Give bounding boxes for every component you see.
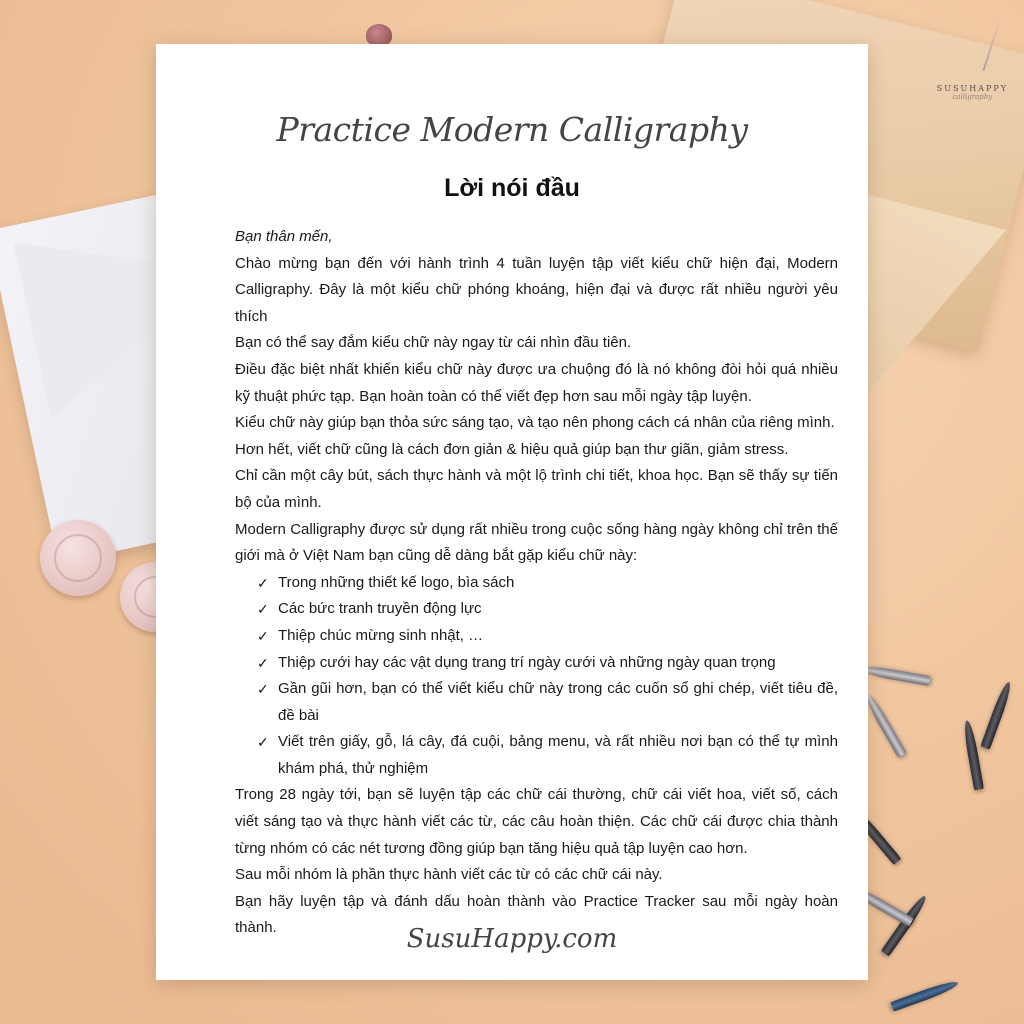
checklist-item: [257, 650, 838, 677]
checklist-item-text: Trong những thiết kế logo, bìa sách: [278, 573, 515, 591]
brand-tagline: calligraphy: [952, 93, 993, 101]
header-script-title: Practice Modern Calligraphy: [276, 110, 748, 149]
wax-seal-emblem: [54, 534, 102, 582]
checklist: [235, 570, 838, 783]
brand-name: SUSUHAPPY: [936, 84, 1008, 93]
checklist-item: [257, 676, 838, 729]
check-icon: ✓: [257, 601, 269, 618]
wax-seal: [40, 520, 116, 596]
document-page: [156, 44, 868, 980]
footer-website: SusuHappy.com: [406, 924, 618, 954]
paragraph: Chỉ cần một cây bút, sách thực hành và một lộ trình chi tiết, khoa học. Bạn sẽ thấy sự tiến bộ của mình.: [235, 467, 838, 511]
paragraph: Trong 28 ngày tới, bạn sẽ luyện tập các chữ cái thường, chữ cái viết hoa, viết số, cách viết sáng tạo và thực hành viết các từ, các câu hoàn thiện. Các chữ cái được chia thành từng nhóm có các nét tương đồng giúp bạn tăng hiệu quả tập luyện cao hơn.: [235, 786, 838, 857]
check-icon: ✓: [257, 627, 269, 644]
checklist-item-text: Các bức tranh truyền động lực: [278, 600, 482, 618]
check-icon: ✓: [257, 574, 269, 591]
checklist-item: [257, 623, 838, 650]
paragraph: Bạn hãy luyện tập và đánh dấu hoàn thành vào Practice Tracker sau mỗi ngày hoàn thành.: [235, 892, 838, 937]
paragraph: Modern Calligraphy được sử dụng rất nhiều trong cuộc sống hàng ngày không chỉ trên thế giới mà ở Việt Nam bạn cũng dễ dàng bắt gặp kiểu chữ này:: [235, 520, 838, 565]
paragraph: Kiểu chữ này giúp bạn thỏa sức sáng tạo, và tạo nên phong cách cá nhân của riêng mình.: [235, 414, 835, 432]
paragraph: Sau mỗi nhóm là phần thực hành viết các từ có các chữ cái này.: [235, 866, 663, 884]
checklist-item: [257, 596, 838, 623]
paragraph: Hơn hết, viết chữ cũng là cách đơn giản & hiệu quả giúp bạn thư giãn, giảm stress.: [235, 440, 789, 458]
document-body: [235, 224, 838, 942]
checklist-item-text: Thiệp cưới hay các vật dụng trang trí ngày cưới và những ngày quan trọng: [278, 653, 776, 671]
check-icon: ✓: [257, 681, 269, 698]
paragraph: Điều đặc biệt nhất khiến kiểu chữ này được ưa chuộng đó là nó không đòi hỏi quá nhiều kỹ thuật phức tạp. Bạn hoàn toàn có thể viết đẹp hơn sau mỗi ngày tập luyện.: [235, 360, 838, 405]
checklist-item-text: Thiệp chúc mừng sinh nhật, …: [278, 626, 484, 644]
page-title: Lời nói đầu: [444, 174, 580, 202]
dried-rose: [366, 24, 392, 46]
checklist-item: [257, 729, 838, 782]
check-icon: ✓: [257, 734, 269, 751]
checklist-item-text: Gần gũi hơn, bạn có thể viết kiểu chữ này trong các cuốn sổ ghi chép, viết tiêu đề, đề bài: [278, 680, 838, 724]
greeting: Bạn thân mến,: [235, 228, 333, 245]
checklist-item-text: Viết trên giấy, gỗ, lá cây, đá cuội, bảng menu, và rất nhiều nơi bạn có thể tự mình khám phá, thử nghiệm: [278, 733, 838, 777]
paragraph: Chào mừng bạn đến với hành trình 4 tuần luyện tập viết kiểu chữ hiện đại, Modern Calligraphy. Đây là một kiểu chữ phóng khoáng, hiện đại và được rất nhiều người yêu thích: [235, 254, 838, 325]
paragraph: Bạn có thể say đắm kiểu chữ này ngay từ cái nhìn đầu tiên.: [235, 334, 632, 352]
brand-logo: [937, 84, 1008, 101]
check-icon: ✓: [257, 654, 269, 671]
checklist-item: [257, 570, 838, 597]
